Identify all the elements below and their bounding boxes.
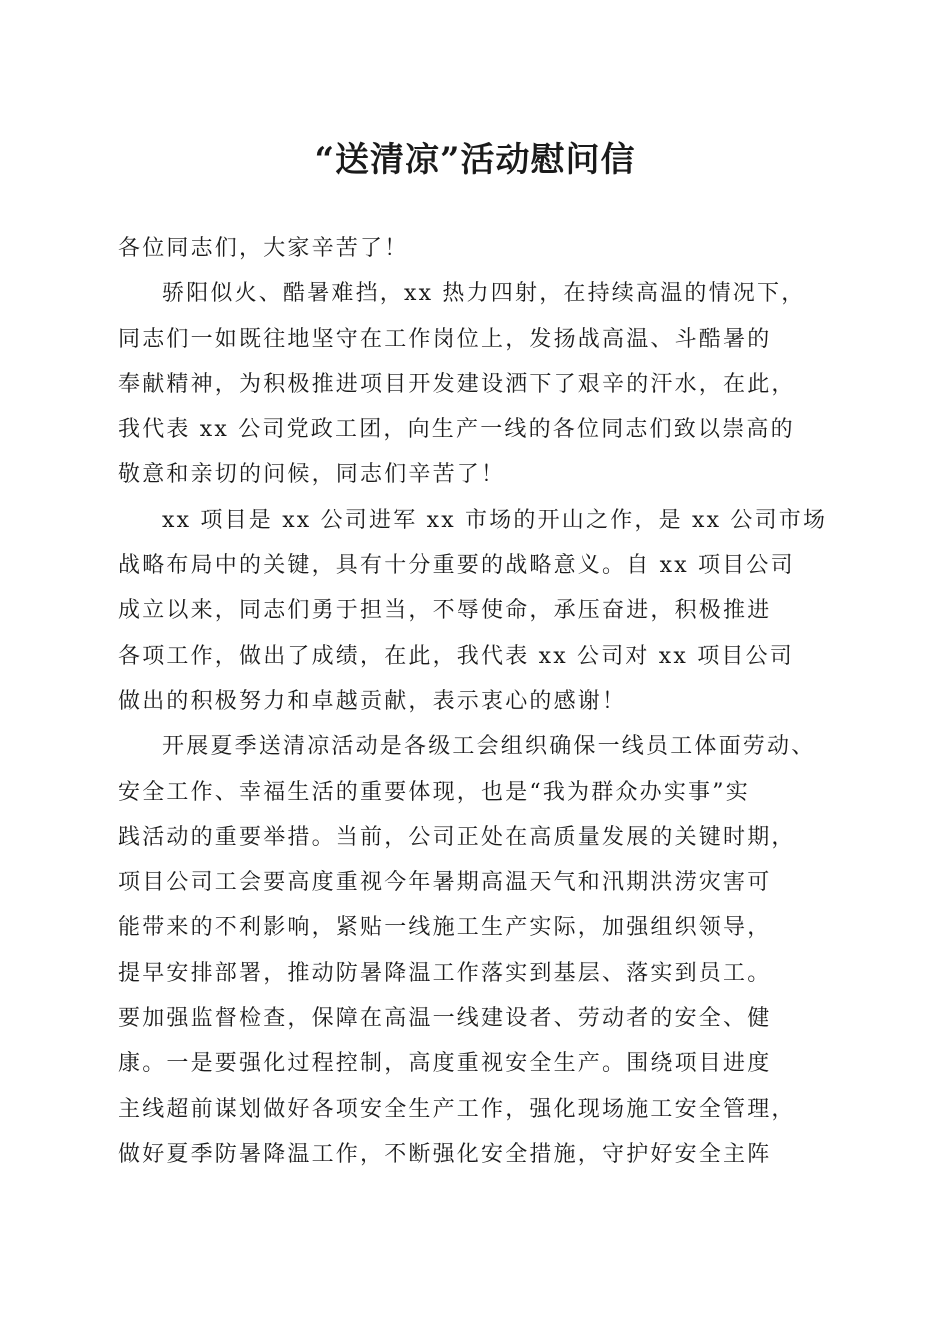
paragraph-3-line-2: 安全工作、幸福生活的重要体现，也是“我为群众办实事”实	[118, 779, 750, 805]
paragraph-3-line-9: 主线超前谋划做好各项安全生产工作，强化现场施工安全管理，	[118, 1096, 796, 1122]
paragraph-2-line-3: 成立以来，同志们勇于担当，不辱使命，承压奋进，积极推进	[118, 598, 772, 624]
paragraph-3-line-7: 要加强监督检查，保障在高温一线建设者、劳动者的安全、健	[118, 1006, 772, 1032]
paragraph-3-line-4: 项目公司工会要高度重视今年暑期高温天气和汛期洪涝灾害可	[118, 870, 772, 896]
paragraph-1-line-1: 骄阳似火、酷暑难挡，xx 热力四射，在持续高温的情况下，	[162, 281, 806, 307]
paragraph-3-line-6: 提早安排部署，推动防暑降温工作落实到基层、落实到员工。	[118, 960, 772, 986]
paragraph-2-line-4: 各项工作，做出了成绩，在此，我代表 xx 公司对 xx 项目公司	[118, 643, 795, 669]
paragraph-1-line-5: 敬意和亲切的问候，同志们辛苦了！	[118, 462, 506, 488]
greeting-line: 各位同志们，大家辛苦了！	[118, 236, 409, 261]
paragraph-3-line-3: 践活动的重要举措。当前，公司正处在高质量发展的关键时期，	[118, 824, 796, 850]
paragraph-3-line-1: 开展夏季送清凉活动是各级工会组织确保一线员工体面劳动、	[162, 734, 816, 760]
paragraph-1-line-4: 我代表 xx 公司党政工团，向生产一线的各位同志们致以崇高的	[118, 417, 795, 443]
paragraph-2-line-5: 做出的积极努力和卓越贡献，表示衷心的感谢！	[118, 688, 627, 714]
paragraph-3-line-8: 康。一是要强化过程控制，高度重视安全生产。围绕项目进度	[118, 1051, 772, 1077]
paragraph-1-line-3: 奉献精神，为积极推进项目开发建设洒下了艰辛的汗水，在此，	[118, 371, 796, 397]
paragraph-2-line-1: xx 项目是 xx 公司进军 xx 市场的开山之作，是 xx 公司市场	[162, 507, 828, 533]
paragraph-3-line-10: 做好夏季防暑降温工作，不断强化安全措施，守护好安全主阵	[118, 1141, 772, 1167]
paragraph-3-line-5: 能带来的不利影响，紧贴一线施工生产实际，加强组织领导，	[118, 915, 772, 941]
document-body	[118, 226, 830, 1177]
document-title: “送清凉”活动慰问信	[314, 140, 636, 180]
paragraph-2-line-2: 战略布局中的关键，具有十分重要的战略意义。自 xx 项目公司	[118, 553, 795, 579]
paragraph-1-line-2: 同志们一如既往地坚守在工作岗位上，发扬战高温、斗酷暑的	[118, 326, 772, 352]
